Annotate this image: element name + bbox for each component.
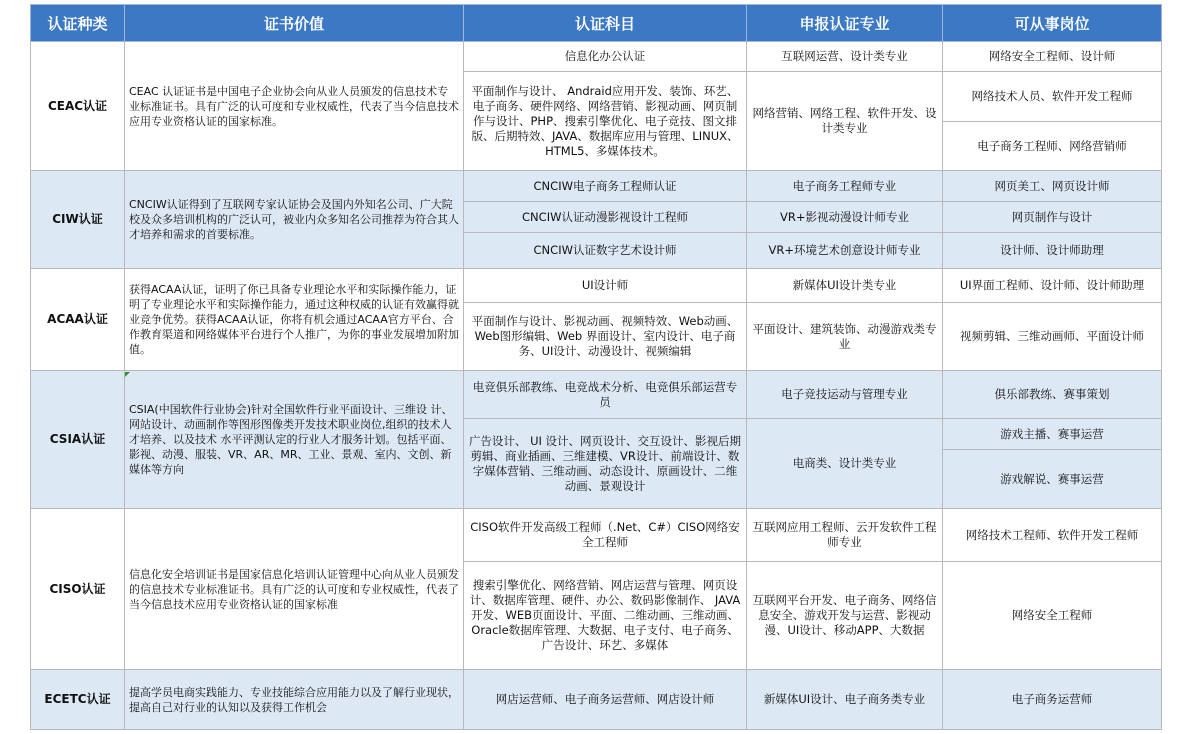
cert-value-cell: CEAC 认证证书是中国电子企业协会向从业人员颁发的信息技术专业标准证书。具有广泛的认可度和专业权威性，代表了当今信息技术应用专业资格认证的国家标准。: [125, 42, 464, 171]
header-jobs: 可从事岗位: [943, 5, 1162, 42]
cert-value-cell: 信息化安全培训证书是国家信息化培训认证管理中心向从业人员颁发的信息技术专业标准证书。具有广泛的认可度和专业权威性，代表了当今信息技术应用专业资格认证的国家标准: [125, 509, 464, 670]
job-cell: 设计师、设计师助理: [943, 233, 1162, 269]
major-cell: 新媒体UI设计类专业: [747, 269, 943, 303]
job-cell: 电子商务运营师: [943, 670, 1162, 730]
header-majors: 申报认证专业: [747, 5, 943, 42]
job-cell: 电子商务工程师、网络营销师: [943, 122, 1162, 171]
subject-cell: CISO软件开发高级工程师（.Net、C#）CISO网络安全工程师: [464, 509, 747, 562]
major-cell: 电商类、设计类专业: [747, 419, 943, 509]
job-cell: 网络安全工程师: [943, 562, 1162, 670]
major-cell: 电子商务工程师专业: [747, 171, 943, 202]
major-cell: 网络营销、网络工程、软件开发、设计类专业: [747, 72, 943, 171]
certification-table: [30, 4, 1162, 730]
major-cell: 互联网应用工程师、云开发软件工程师专业: [747, 509, 943, 562]
major-cell: 平面设计、建筑装饰、动漫游戏类专业: [747, 303, 943, 371]
subject-cell: 平面制作与设计、 Andraid应用开发、装饰、环艺、电子商务、硬件网络、网络营销、影视动画、网页制作与设计、PHP、搜索引擎优化、电子竞技、图文排版、后期特效、JAVA、数据库应用与管理、LINUX、 HTML5、多媒体技术。: [464, 72, 747, 171]
subject-cell: 信息化办公认证: [464, 42, 747, 72]
table-row: [31, 371, 1162, 419]
major-cell: VR+影视动漫设计师专业: [747, 202, 943, 233]
subject-cell: CNCIW认证数字艺术设计师: [464, 233, 747, 269]
job-cell: 网页美工、网页设计师: [943, 171, 1162, 202]
cert-type-cell: ACAA认证: [31, 269, 125, 371]
job-cell: 视频剪辑、三维动画师、平面设计师: [943, 303, 1162, 371]
header-cert-type: 认证种类: [31, 5, 125, 42]
job-cell: 网络技术工程师、软件开发工程师: [943, 509, 1162, 562]
cert-value-cell: CSIA(中国软件行业协会)针对全国软件行业平面设计、三维设 计、网站设计、动画制作等图形图像类开发技术职业岗位,组织的技术人才培养、以及技术 水平评测认定的行业人才服务计划。包括平面、影视、动漫、服装、VR、AR、MR、工业、景观、室内、文创、新媒体等方向: [125, 371, 464, 509]
table-row: [31, 42, 1162, 72]
major-cell: 互联网平台开发、电子商务、网络信息安全、游戏开发与运营、影视动漫、UI设计、移动APP、大数据: [747, 562, 943, 670]
major-cell: VR+环境艺术创意设计师专业: [747, 233, 943, 269]
cert-type-cell: ECETC认证: [31, 670, 125, 730]
cert-value-cell: CNCIW认证得到了互联网专家认证协会及国内外知名公司、广大院校及众多培训机构的广泛认可，被业内众多知名公司推荐为符合其人才培养和需求的首要标准。: [125, 171, 464, 269]
job-cell: 游戏主播、赛事运营: [943, 419, 1162, 450]
subject-cell: CNCIW认证动漫影视设计工程师: [464, 202, 747, 233]
subject-cell: UI设计师: [464, 269, 747, 303]
table-row: [31, 670, 1162, 730]
job-cell: 网页制作与设计: [943, 202, 1162, 233]
job-cell: 俱乐部教练、赛事策划: [943, 371, 1162, 419]
subject-cell: 搜索引擎优化、网络营销、网店运营与管理、网页设计、数据库管理、硬件、办公、数码影像制作、 JAVA开发、WEB页面设计、平面、二维动画、三维动画、Oracle数据库管理、大数据、电子支付、电子商务、广告设计、环艺、多媒体: [464, 562, 747, 670]
subject-cell: 网店运营师、电子商务运营师、网店设计师: [464, 670, 747, 730]
job-cell: 游戏解说、赛事运营: [943, 450, 1162, 509]
header-row: [31, 5, 1162, 42]
major-cell: 电子竞技运动与管理专业: [747, 371, 943, 419]
job-cell: 网络技术人员、软件开发工程师: [943, 72, 1162, 122]
subject-cell: 电竞俱乐部教练、电竞战术分析、电竞俱乐部运营专员: [464, 371, 747, 419]
job-cell: 网络安全工程师、设计师: [943, 42, 1162, 72]
header-cert-value: 证书价值: [125, 5, 464, 42]
job-cell: UI界面工程师、设计师、设计师助理: [943, 269, 1162, 303]
cert-type-cell: CISO认证: [31, 509, 125, 670]
subject-cell: CNCIW电子商务工程师认证: [464, 171, 747, 202]
major-cell: 新媒体UI设计、电子商务类专业: [747, 670, 943, 730]
major-cell: 互联网运营、设计类专业: [747, 42, 943, 72]
header-subjects: 认证科目: [464, 5, 747, 42]
table-row: [31, 509, 1162, 562]
subject-cell: 平面制作与设计、影视动画、视频特效、Web动画、Web图形编辑、Web 界面设计、室内设计、电子商务、UI设计、动漫设计、视频编辑: [464, 303, 747, 371]
cert-type-cell: CIW认证: [31, 171, 125, 269]
cert-value-cell: 提高学员电商实践能力、专业技能综合应用能力以及了解行业现状，提高自己对行业的认知以及获得工作机会: [125, 670, 464, 730]
table-row: [31, 269, 1162, 303]
cell-comment-marker: [125, 372, 130, 377]
cert-type-cell: CEAC认证: [31, 42, 125, 171]
table-row: [31, 171, 1162, 202]
subject-cell: 广告设计、 UI 设计、网页设计、交互设计、影视后期剪辑、商业插画、三维建模、VR设计、前端设计、数字媒体营销、三维动画、动态设计、原画设计、二维动画、景观设计: [464, 419, 747, 509]
cert-value-cell: 获得ACAA认证，证明了你已具备专业理论水平和实际操作能力，证明了专业理论水平和实际操作能力，通过这种权威的认证有效赢得就业竞争优势。获得ACAA认证，你将有机会通过ACAA官方平台、合作教育渠道和网络媒体平台进行个人推广，为你的事业发展增加附加值。: [125, 269, 464, 371]
cert-type-cell: CSIA认证: [31, 371, 125, 509]
